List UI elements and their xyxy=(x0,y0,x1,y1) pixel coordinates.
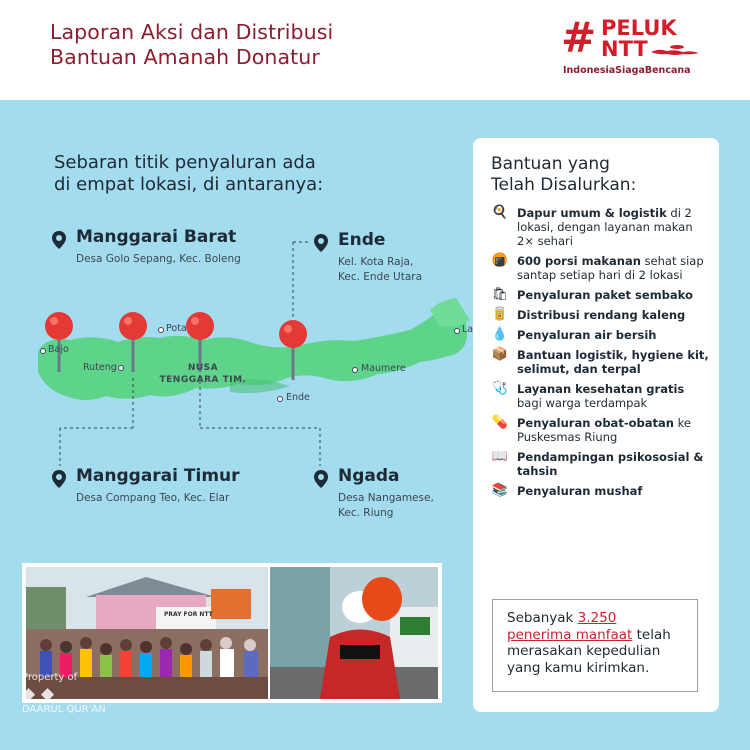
aid-item xyxy=(491,308,711,322)
aid-item-bold: Penyaluran air bersih xyxy=(517,328,657,342)
aid-item-bold: Pendampingan psikososial & tahsin xyxy=(517,450,704,478)
panel-title xyxy=(491,154,636,196)
town-label-maumere: Maumere xyxy=(361,363,406,374)
watermark-logo: ◆ ◆ xyxy=(22,684,55,704)
aid-item-bold: Distribusi rendang kaleng xyxy=(517,308,686,322)
location-desc-line-1: Desa Nangamese, xyxy=(338,492,434,504)
aid-item xyxy=(491,450,711,478)
location-pin-icon xyxy=(52,231,66,249)
town-label-pota: Pota xyxy=(166,323,187,334)
summary-suffix: telah merasakan kepedulian yang kamu kirimkan. xyxy=(507,626,671,676)
aid-item-rest: bagi warga terdampak xyxy=(517,396,648,410)
aid-item-bold: Layanan kesehatan gratis xyxy=(517,382,685,396)
region-label xyxy=(158,362,248,386)
location-ngada xyxy=(314,466,454,518)
location-ende xyxy=(314,230,454,283)
intro-line-1: Sebaran titik penyaluran ada xyxy=(54,152,316,173)
title-line-1: Laporan Aksi dan Distribusi xyxy=(50,20,334,44)
aid-item-bold: Bantuan logistik, hygiene kit, selimut, dan terpal xyxy=(517,348,709,376)
volunteer-photo-art xyxy=(270,567,438,699)
aid-item-rest: ke Puskesmas Riung xyxy=(517,416,691,444)
location-desc-line-2: Kec. Riung xyxy=(338,507,394,519)
aid-item-rest: di 2 lokasi, dengan layanan makan 2× sehari xyxy=(517,206,693,248)
volunteer-photo xyxy=(270,567,438,699)
watermark xyxy=(22,672,106,716)
location-desc xyxy=(338,491,434,521)
location-name: Ngada xyxy=(338,466,400,486)
panel-title-line-1: Bantuan yang xyxy=(491,154,610,174)
location-pin-icon xyxy=(314,470,328,488)
location-pin-icon xyxy=(314,234,328,252)
aid-panel xyxy=(473,138,719,712)
water-drop-icon: 💧 xyxy=(491,327,509,342)
pill-icon: 💊 xyxy=(491,415,509,430)
aid-item xyxy=(491,288,711,302)
aid-item xyxy=(491,348,711,376)
watermark-brand: DAARUL QUR'AN xyxy=(22,704,106,715)
aid-list xyxy=(491,206,711,504)
aid-item-rest: sehat siap santap setiap hari di 2 lokasi xyxy=(517,254,704,282)
aid-item xyxy=(491,254,711,282)
banner-text: PRAY FOR NTT xyxy=(164,611,213,618)
book-icon: 📖 xyxy=(491,449,509,464)
summary-prefix: Sebanyak xyxy=(507,610,578,626)
title-line-2: Bantuan Amanah Donatur xyxy=(50,45,320,69)
kitchen-icon: 🍳 xyxy=(491,205,509,220)
aid-item xyxy=(491,484,711,498)
aid-item xyxy=(491,382,711,410)
town-label-la: La xyxy=(462,324,474,335)
aid-item xyxy=(491,416,711,444)
location-desc-line-2: Kec. Ende Utara xyxy=(338,271,423,283)
aid-item xyxy=(491,328,711,342)
location-name: Manggarai Barat xyxy=(76,227,237,247)
can-icon: 🥫 xyxy=(491,307,509,322)
intro-text xyxy=(54,152,323,196)
watermark-line-1: Property of xyxy=(22,672,78,683)
aid-item-bold: Penyaluran mushaf xyxy=(517,484,643,498)
town-label-ruteng: Ruteng xyxy=(83,362,117,373)
small-island xyxy=(432,340,460,356)
location-desc: Desa Golo Sepang, Kec. Boleng xyxy=(76,253,241,265)
town-label-ende: Ende xyxy=(286,392,310,403)
aid-item-bold: Penyaluran obat-obatan xyxy=(517,416,674,430)
logo-line-1: PELUK xyxy=(601,16,677,40)
location-manggarai-barat xyxy=(52,227,282,267)
aid-item-bold: Penyaluran paket sembako xyxy=(517,288,693,302)
logo-line-2: NTT xyxy=(601,37,648,61)
region-line-1: NUSA xyxy=(187,363,219,373)
hashtag-icon: # xyxy=(561,13,597,62)
aid-item-bold: Dapur umum & logistik xyxy=(517,206,667,220)
location-name: Manggarai Timur xyxy=(76,466,240,486)
logo-tagline: IndonesiaSiagaBencana xyxy=(563,65,691,76)
box-icon: 📦 xyxy=(491,347,509,362)
location-desc-line-1: Kel. Kota Raja, xyxy=(338,256,414,268)
aid-item-bold: 600 porsi makanan xyxy=(517,254,641,268)
food-icon: 🍘 xyxy=(491,253,509,268)
location-desc: Desa Compang Teo, Kec. Elar xyxy=(76,492,230,504)
intro-line-2: di empat lokasi, di antaranya: xyxy=(54,174,324,195)
aid-item xyxy=(491,206,711,248)
books-icon: 📚 xyxy=(491,483,509,498)
region-line-2: TENGGARA TIM. xyxy=(159,375,247,385)
stethoscope-icon: 🩺 xyxy=(491,381,509,396)
panel-title-line-2: Telah Disalurkan: xyxy=(491,175,637,195)
location-desc xyxy=(338,255,422,285)
location-manggarai-timur xyxy=(52,466,282,506)
beneficiary-label: penerima manfaat xyxy=(507,626,633,643)
location-name: Ende xyxy=(338,230,386,250)
shopping-bag-icon: 🛍 xyxy=(491,287,509,302)
town-label-bajo: Bajo xyxy=(48,344,69,355)
beneficiary-count: 3.250 xyxy=(577,610,617,626)
location-pin-icon xyxy=(52,470,66,488)
summary-box xyxy=(492,599,698,692)
